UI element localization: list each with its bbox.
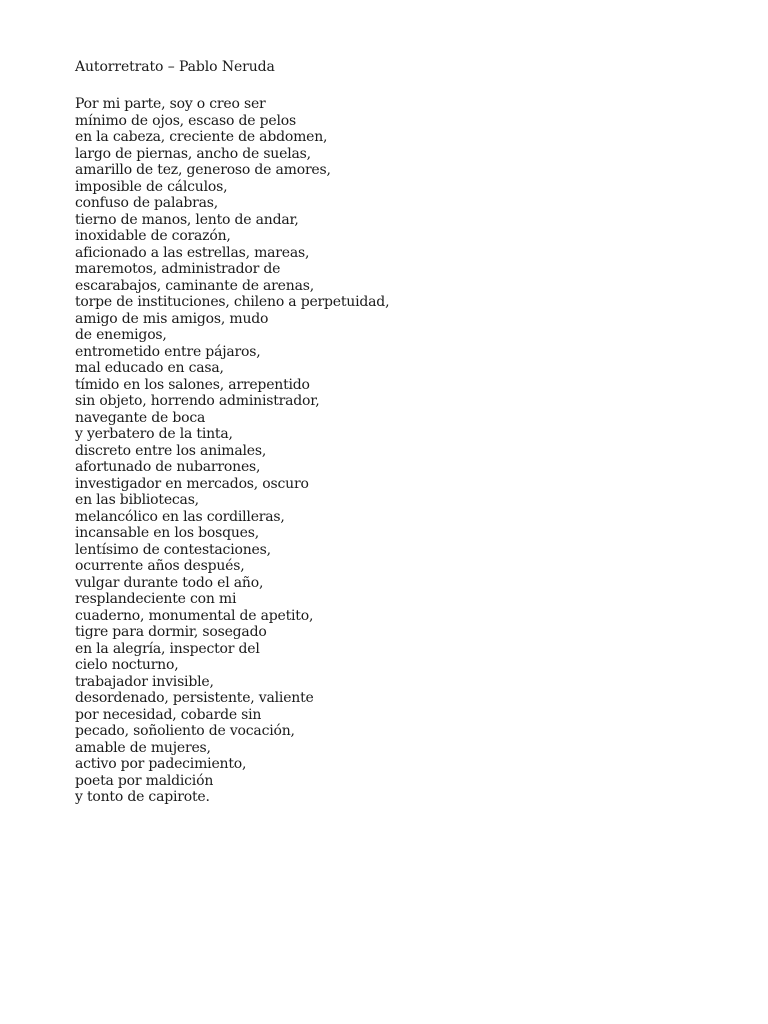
poem-line: torpe de instituciones, chileno a perpetuidad, [75,294,390,310]
poem-line: mínimo de ojos, escaso de pelos [75,112,296,129]
poem-line: mal educado en casa, [75,360,224,376]
poem-line: vulgar durante todo el año, [75,574,264,591]
poem-line: inoxidable de corazón, [75,228,231,244]
poem-line: y tonto de capirote. [75,789,210,805]
poem-line: lentísimo de contestaciones, [75,541,271,558]
poem-line: incansable en los bosques, [75,525,259,541]
poem-line: investigador en mercados, oscuro [75,475,309,492]
poem-line: activo por padecimiento, [75,756,247,772]
poem-line: maremotos, administrador de [75,261,281,277]
poem-line: por necesidad, cobarde sin [75,706,262,723]
poem-line: ocurrente años después, [75,558,245,574]
poem-line: y yerbatero de la tinta, [75,426,233,442]
poem-line: cielo nocturno, [75,657,179,673]
poem-line: aficionado a las estrellas, mareas, [75,244,310,261]
poem-line: entrometido entre pájaros, [75,343,261,360]
poem-line: amarillo de tez, generoso de amores, [75,162,331,178]
poem-line: de enemigos, [75,327,167,343]
poem-line: tierno de manos, lento de andar, [75,211,299,228]
poem-line: discreto entre los animales, [75,442,267,459]
poem-line: largo de piernas, ancho de suelas, [75,145,311,162]
poem-line: sin objeto, horrendo administrador, [75,393,320,409]
poem-line: cuaderno, monumental de apetito, [75,607,314,624]
poem-line: resplandeciente con mi [75,591,237,607]
poem-line: tigre para dormir, sosegado [75,624,267,640]
poem-line: amigo de mis amigos, mudo [75,310,269,327]
poem-line: confuso de palabras, [75,195,219,211]
poem-line: pecado, soñoliento de vocación, [75,723,295,739]
poem-line: navegante de boca [75,409,206,426]
poem-line: escarabajos, caminante de arenas, [75,277,314,294]
poem-line: poeta por maldición [75,772,214,789]
poem-line: amable de mujeres, [75,739,211,756]
poem-line: afortunado de nubarrones, [75,459,261,475]
poem-line: tímido en los salones, arrepentido [75,376,310,393]
poem-line: en la cabeza, creciente de abdomen, [75,129,328,145]
poem-line: trabajador invisible, [75,673,214,690]
poem-line: desordenado, persistente, valiente [75,690,314,706]
poem-body [75,96,768,806]
poem-line: melancólico en las cordilleras, [75,508,285,525]
poem-line: en la alegría, inspector del [75,640,260,657]
poem-line: en las bibliotecas, [75,492,199,508]
poem-line: Por mi parte, soy o creo ser [75,96,266,112]
poem-line: imposible de cálculos, [75,178,228,195]
poem-title: Autorretrato – Pablo Neruda [75,59,275,75]
